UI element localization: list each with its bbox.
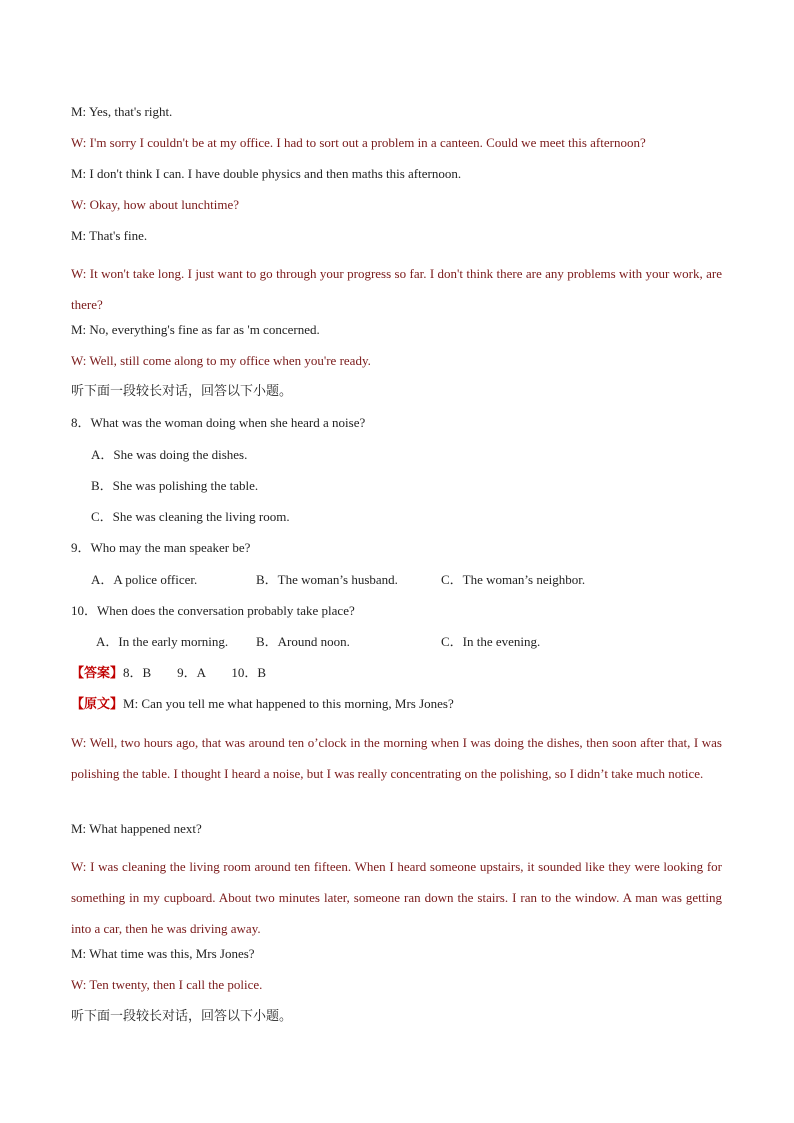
transcript-line: M: What happened next? bbox=[71, 821, 202, 836]
section-instruction-end: 听下面一段较长对话，回答以下小题。 bbox=[71, 1009, 293, 1024]
option-9a: A．A police officer. bbox=[91, 572, 198, 587]
question-stem: What was the woman doing when she heard a noise? bbox=[90, 415, 366, 430]
answer-text: 8．B 9．A 10．B bbox=[123, 665, 267, 680]
question-stem: Who may the man speaker be? bbox=[90, 540, 251, 555]
section-instruction: 听下面一段较长对话，回答以下小题。 bbox=[71, 384, 293, 399]
answer-line bbox=[71, 664, 266, 683]
option-10b: B．Around noon. bbox=[256, 634, 350, 649]
option-8c: C．She was cleaning the living room. bbox=[91, 509, 290, 524]
option-10c: C．In the evening. bbox=[441, 634, 541, 649]
option-10a: A．In the early morning. bbox=[96, 634, 229, 649]
transcript-line: M: What time was this, Mrs Jones? bbox=[71, 946, 255, 961]
question-number: 8． bbox=[71, 415, 91, 430]
question-8 bbox=[71, 414, 365, 432]
option-8a: A．She was doing the dishes. bbox=[91, 447, 248, 462]
question-10 bbox=[71, 602, 355, 620]
dialogue-line: W: I'm sorry I couldn't be at my office. I had to sort out a problem in a canteen. Could we meet this afternoon? bbox=[71, 135, 646, 150]
question-stem: When does the conversation probably take place? bbox=[97, 603, 355, 618]
transcript-line: W: Ten twenty, then I call the police. bbox=[71, 977, 263, 992]
transcript-line: W: I was cleaning the living room around ten fifteen. When I heard someone upstairs, it sounded like they were looking for something in my cupboard. About two minutes later, someone ran down the stairs. I ran to the window. A man was getting into a car, then he was driving away. bbox=[71, 859, 722, 936]
answer-label: 【答案】 bbox=[71, 666, 124, 681]
transcript-line: W: Well, two hours ago, that was around ten o’clock in the morning when I was doing the dishes, then soon after that, I was polishing the table. I thought I heard a noise, but I was really concentrating on the polishing, so I didn’t take much notice. bbox=[71, 735, 722, 781]
option-8b: B．She was polishing the table. bbox=[91, 478, 259, 493]
dialogue-line: W: Well, still come along to my office when you're ready. bbox=[71, 353, 371, 368]
transcript-first-line bbox=[71, 695, 454, 714]
option-9b: B．The woman’s husband. bbox=[256, 572, 398, 587]
transcript-label: 【原文】 bbox=[71, 697, 124, 712]
dialogue-line: M: I don't think I can. I have double physics and then maths this afternoon. bbox=[71, 166, 462, 181]
question-number: 10． bbox=[71, 603, 98, 618]
option-9c: C．The woman’s neighbor. bbox=[441, 572, 586, 587]
dialogue-line: M: Yes, that's right. bbox=[71, 104, 173, 119]
question-number: 9． bbox=[71, 540, 91, 555]
dialogue-line: M: No, everything's fine as far as 'm concerned. bbox=[71, 322, 320, 337]
transcript-first: M: Can you tell me what happened to this morning, Mrs Jones? bbox=[123, 696, 454, 711]
dialogue-line: W: Okay, how about lunchtime? bbox=[71, 197, 239, 212]
dialogue-line: W: It won't take long. I just want to go through your progress so far. I don't think there are any problems with your work, are there? bbox=[71, 266, 722, 312]
dialogue-line: M: That's fine. bbox=[71, 228, 148, 243]
question-9 bbox=[71, 539, 250, 557]
